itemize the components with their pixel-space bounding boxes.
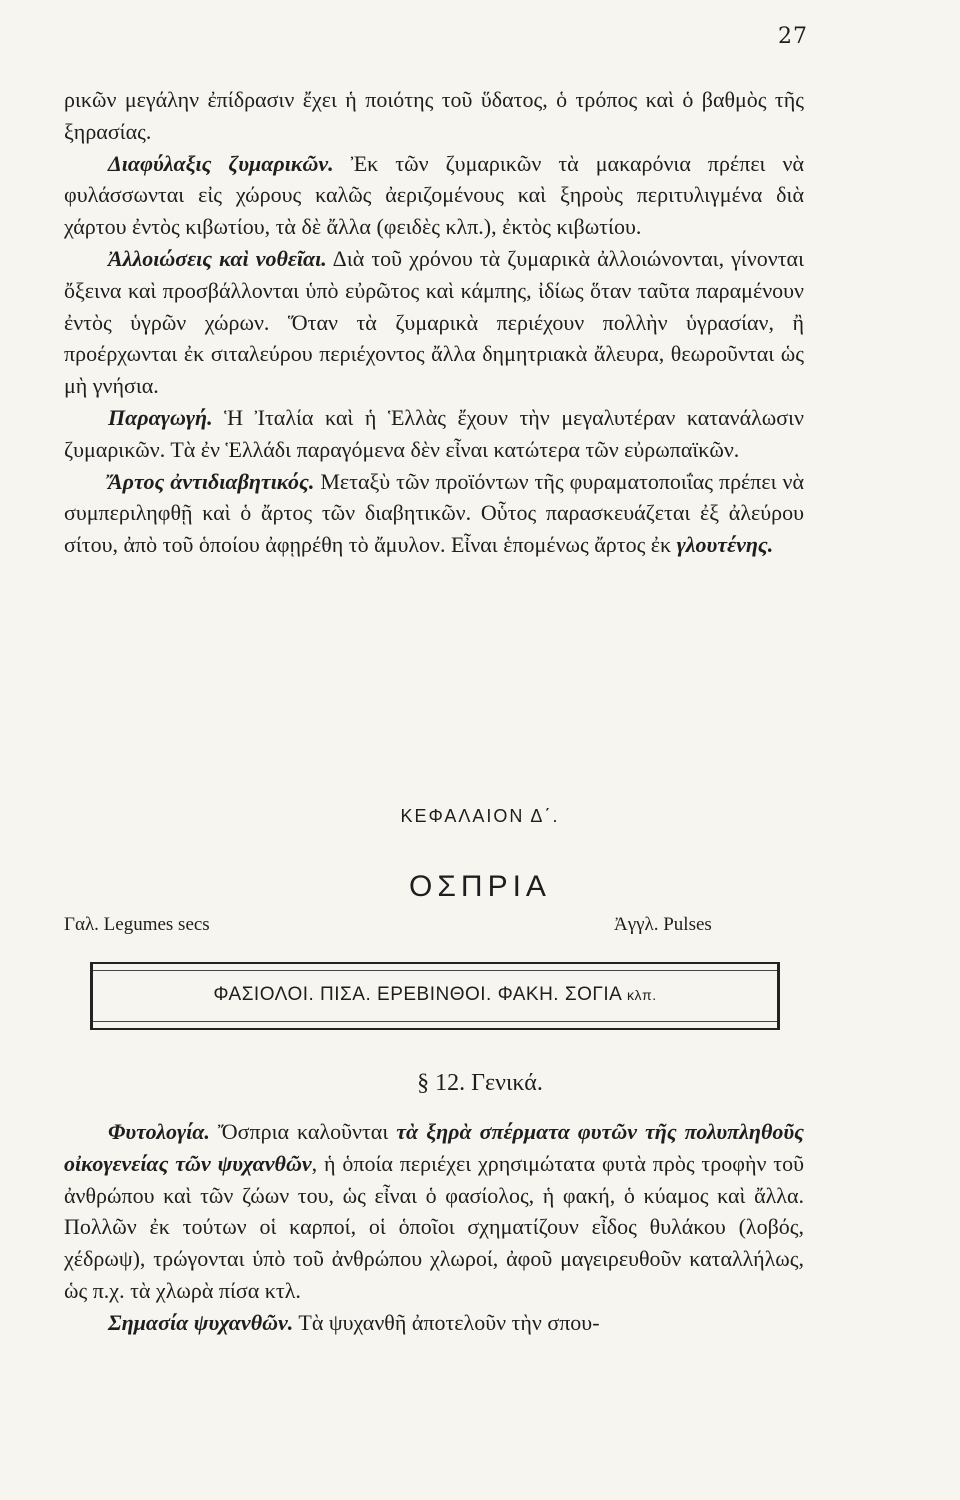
body-diabetic-bread: Μεταξὺ τῶν προϊόντων τῆς φυραματοποιΐας πρέπει νὰ συμπεριληφθῇ καὶ ὁ ἄρτος τῶν διαβητικῶν. Οὗτος παρασκευάζεται ἐξ ἀλεύρου σίτου, ἀπὸ τοῦ ὁποίου ἀφῃρέθη τὸ ἄμυλον. Εἶναι ἑπομένως ἄρτος ἐκ [64,468,804,558]
body-production: Ἡ Ἰταλία καὶ ἡ Ἑλλὰς ἔχουν τὴν μεγαλυτέραν κατανάλωσιν ζυμαρικῶν. Τὰ ἐν Ἑλλάδι παραγόμενα δὲν εἶναι κατώτερα τῶν εὐρωπαϊκῶν. [64,404,804,462]
bold-gluten: γλουτένης. [676,532,774,558]
heading-alterations: Ἀλλοιώσεις καὶ νοθεῖαι. [108,245,327,271]
body-importance: Τὰ ψυχανθῆ ἀποτελοῦν τὴν σπου- [293,1309,600,1335]
bold-dry-seeds: τὰ ξηρὰ σπέρματα φυτῶν τῆς πολυπληθοῦς οἰκογενείας τῶν ψυχανθῶν [64,1119,804,1176]
chapter-heading: ΚΕΦΑΛΑΙΟΝ Δ΄. [400,806,560,826]
body-storage: Ἐκ τῶν ζυμαρικῶν τὰ μακαρόνια πρέπει νὰ φυλάσσωνται εἰς χώρους καλῶς ἀεριζομένους καὶ ξηροὺς περιτυλιγμένα διὰ χάρτου ἐντὸς κιβωτίου, τὰ δὲ ἄλλα (φειδὲς κλπ.), ἐκτὸς κιβωτίου. [64,150,804,240]
contents-box-text [93,984,777,1006]
paragraph-botany [64,1116,804,1307]
paragraph-diabetic-bread [64,466,804,561]
paragraph-alterations [64,243,804,402]
contents-box [90,962,780,1030]
french-term: Γαλ. Legumes secs [64,914,210,935]
paragraph-storage [64,148,804,243]
heading-diabetic-bread: Ἄρτος ἀντιδιαβητικός. [108,468,315,494]
upper-text-block [64,84,804,561]
chapter-title: ΟΣΠΡΙΑ [409,870,551,903]
heading-importance: Σημασία ψυχανθῶν. [108,1309,294,1335]
paragraph-production [64,402,804,466]
body-botany-a: Ὄσπρια καλοῦνται [209,1119,397,1144]
section-heading: § 12. Γενικά. [417,1070,543,1096]
english-term: Ἀγγλ. Pulses [614,914,712,935]
lower-text-block [64,1116,804,1339]
contents-list: ΦΑΣΙΟΛΟΙ. ΠΙΣΑ. ΕΡΕΒΙΝΘΟΙ. ΦΑΚΗ. ΣΟΓΙΑ [213,984,622,1005]
page-number: 27 [778,24,808,49]
contents-etc: κλπ. [627,987,657,1003]
body-botany-b: , ἡ ὁποία περιέχει χρησιμώτατα φυτὰ πρὸς τροφὴν τοῦ ἀνθρώπου καὶ τῶν ζώων του, ὡς εἶναι ὁ φασίολος, ἡ φακή, ὁ κύαμος καὶ ἄλλα. Πολλῶν ἐκ τούτων οἱ καρποί, οἱ ὁποῖοι σχηματίζουν εἶδος θυλάκου (λοβός, χέδρωψ), τρώγονται ὑπὸ τοῦ ἀνθρώπου χλωροί, ἀφοῦ μαγειρευθοῦν καταλλήλως, ὡς π.χ. τὰ χλωρὰ πίσα κτλ. [64,1150,804,1303]
heading-botany: Φυτολογία. [108,1119,210,1144]
paragraph-drying: ρικῶν μεγάλην ἐπίδρασιν ἔχει ἡ ποιότης τοῦ ὕδατος, ὁ τρόπος καὶ ὁ βαθμὸς τῆς ξηρασίας. [64,87,804,144]
body-alterations: Διὰ τοῦ χρόνου τὰ ζυμαρικὰ ἀλλοιώνονται, γίνονται ὄξεινα καὶ προσβάλλονται ὑπὸ εὐρῶτος καὶ κάμπης, ἰδίως ὅταν ταῦτα παραμένουν ἐντὸς ὑγρῶν χώρων. Ὅταν τὰ ζυμαρικὰ περιέχουν πολλὴν ὑγρασίαν, ἢ προέρχωνται ἐκ σιταλεύρου περιέχοντος ἄλλα δημητριακὰ ἄλευρα, θεωροῦνται ὡς μὴ γνήσια. [64,245,804,399]
heading-storage: Διαφύλαξις ζυμαρικῶν. [108,150,334,176]
heading-production: Παραγωγή. [108,404,213,430]
paragraph-importance [64,1307,804,1339]
